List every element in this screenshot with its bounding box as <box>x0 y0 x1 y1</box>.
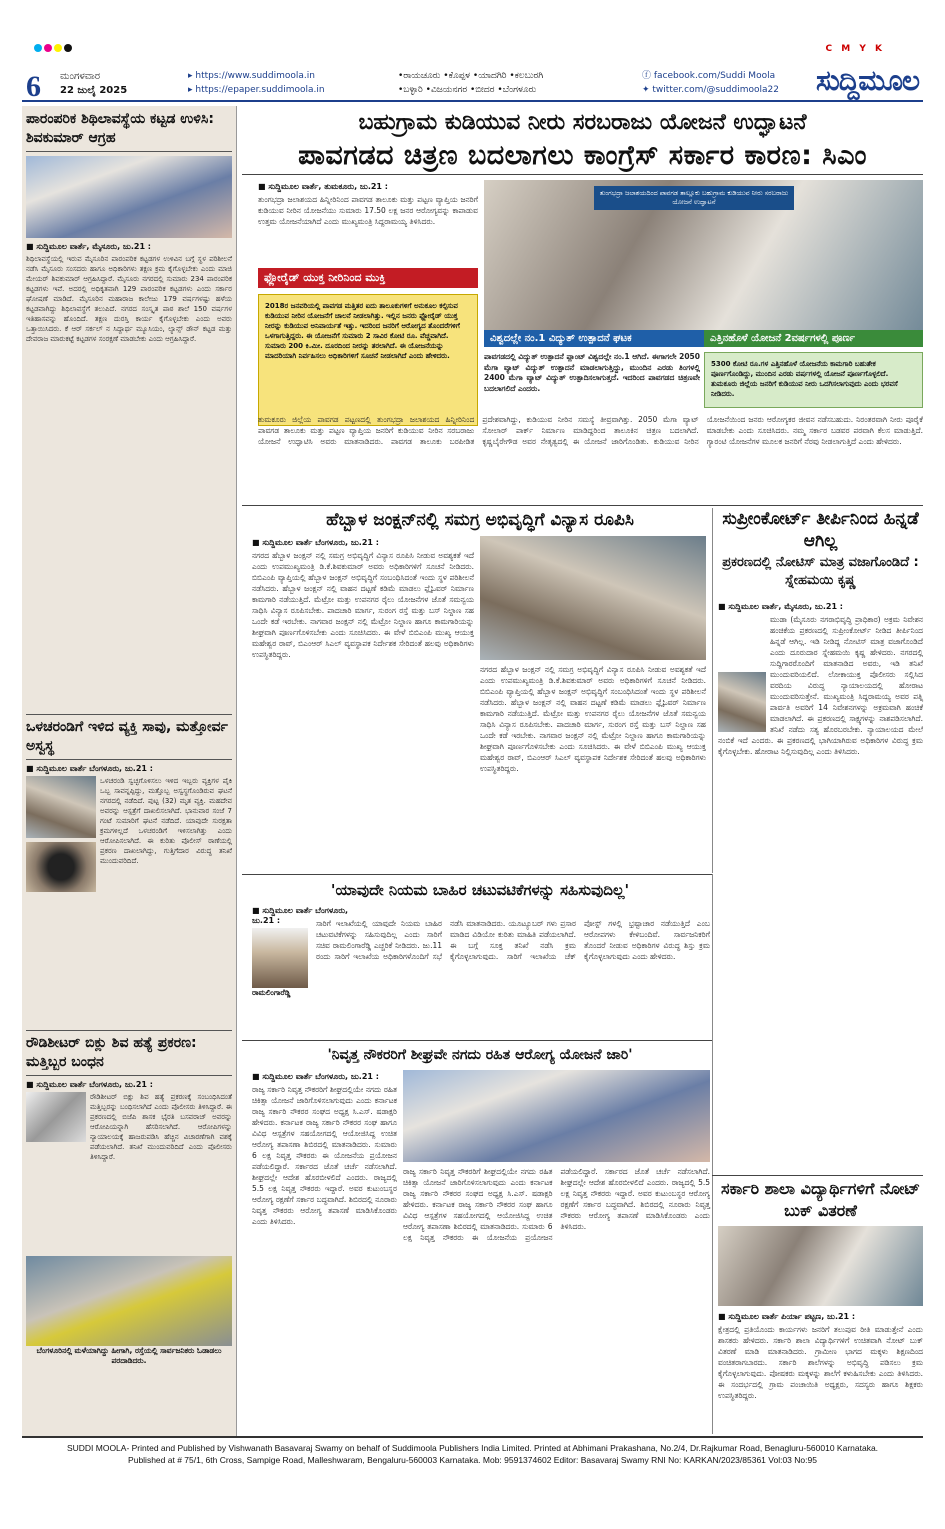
divider <box>242 1040 712 1041</box>
cmyk-marker: C M Y K <box>825 44 885 54</box>
masthead <box>22 66 923 102</box>
victim-photo <box>26 776 96 838</box>
hebbal-col-2 <box>480 664 706 871</box>
fluoride-label: ಫ್ಲೋರೈಡ್ ಯುಕ್ತ ನೀರಿನಿಂದ ಮುಕ್ತಿ <box>258 268 478 288</box>
brand-logo: ಸುದ್ದಿಮೂಲ <box>815 64 919 97</box>
supreme-subhead: ಪ್ರಕರಣದಲ್ಲಿ ನೋಟಿಸ್ ಮಾತ್ರ ವಜಾಗೊಂಡಿದೆ : ಸ್ನೇಹಮಯಿ ಕೃಷ್ಣ <box>722 555 919 588</box>
imprint-line-1: SUDDI MOOLA- Printed and Published by Vishwanath Basavaraj Swamy on behalf of Suddimoola Publishers India Limited. Printed at Abhimani Prakashana, No.2/4, Dr.Rajkumar Road, Benagluru-560010 Karnataka. <box>66 1443 879 1453</box>
hebbal-headline-wrap <box>250 508 710 532</box>
divider <box>242 874 712 875</box>
school-byline: ■ ಸುದ್ದಿಮೂಲ ವಾರ್ತೆ ಪಿರ್ಯಾ ಪಟ್ಟಣ, ಜು.21 : <box>718 1312 856 1321</box>
health-body-cont: ರಾಜ್ಯ ಸರ್ಕಾರಿ ನಿವೃತ್ತ ನೌಕರರಿಗೆ ಶೀಘ್ರದಲ್ಲಿಯೇ ನಗದು ರಹಿತ ಚಿಕಿತ್ಸಾ ಯೋಜನೆ ಜಾರಿಗೊಳಿಸಲಾಗುವುದು ಎಂದು ಕರ್ನಾಟಕ ರಾಜ್ಯ ಸರ್ಕಾರಿ ನೌಕರರ ಸಂಘದ ಅಧ್ಯಕ್ಷ ಸಿ.ಎಸ್. ಷಡಾಕ್ಷರಿ ಹೇಳಿದರು. ಕರ್ನಾಟಕ ರಾಜ್ಯ ಸರ್ಕಾರಿ ನೌಕರರ ಸಂಘ ಹಾಗೂ ವಿವಿಧ ಆಸ್ಪತ್ರೆಗಳ ಸಹಯೋಗದಲ್ಲಿ ಆಯೋಜಿಸಿದ್ದ ಉಚಿತ ಆರೋಗ್ಯ ತಪಾಸಣಾ ಶಿಬಿರದಲ್ಲಿ ಮಾತನಾಡಿದರು. ಸುಮಾರು 6 ಲಕ್ಷ ನಿವೃತ್ತ ನೌಕರರು ಈ ಯೋಜನೆಯ ಪ್ರಯೋಜನ ಪಡೆಯಲಿದ್ದಾರೆ. ಸರ್ಕಾರದ ಜೊತೆ ಚರ್ಚೆ ನಡೆಸಲಾಗಿದೆ. ಶೀಘ್ರದಲ್ಲೇ ಆದೇಶ ಹೊರಬೀಳಲಿದೆ ಎಂದರು. ರಾಜ್ಯದಲ್ಲಿ 5.5 ಲಕ್ಷ ನಿವೃತ್ತ ನೌಕರರು ಇದ್ದಾರೆ. ಅವರ ಕುಟುಂಬಸ್ಥರ ಆರೋಗ್ಯ ರಕ್ಷಣೆಗೆ ಸರ್ಕಾರ ಬದ್ಧವಾಗಿದೆ. ಶಿಬಿರದಲ್ಲಿ ನೂರಾರು ನಿವೃತ್ತ ನೌಕರರು ಆರೋಗ್ಯ ತಪಾಸಣೆ ಮಾಡಿಸಿಕೊಂಡರು ಎಂದು ತಿಳಿಸಿದರು. <box>403 1167 710 1242</box>
lead-byline: ■ ಸುದ್ದಿಮೂಲ ವಾರ್ತೆ, ತುಮಕೂರು, ಜು.21 : <box>258 182 388 191</box>
rules-body: ಸಾರಿಗೆ ಇಲಾಖೆಯಲ್ಲಿ ಯಾವುದೇ ನಿಯಮ ಬಾಹಿರ ಚಟುವಟಿಕೆಗಳನ್ನು ಸಹಿಸುವುದಿಲ್ಲ ಎಂದು ಸಾರಿಗೆ ಸಚಿವ ರಾಮಲಿಂಗಾರೆಡ್ಡಿ ಎಚ್ಚರಿಕೆ ನೀಡಿದರು. ಜು.11 ರಂದು ಸಾರಿಗೆ ಇಲಾಖೆಯ ಅಧಿಕಾರಿಗಳೊಂದಿಗೆ ಸಭೆ ನಡೆಸಿ ಮಾತನಾಡಿದರು. ಯೂಟ್ಯೂಬರ್ ಗಳು ಪ್ರಸಾರ ಮಾಡಿದ ವಿಡಿಯೋ ಕುರಿತು ಮಾಹಿತಿ ಪಡೆಯಲಾಗಿದೆ. ಈ ಬಗ್ಗೆ ಸೂಕ್ತ ತನಿಖೆ ನಡೆಸಿ ಕ್ರಮ ಕೈಗೊಳ್ಳಲಾಗುವುದು. ಸಾರಿಗೆ ಇಲಾಖೆಯ ಚೆಕ್ ಪೋಸ್ಟ್ ಗಳಲ್ಲಿ ಭ್ರಷ್ಟಾಚಾರ ನಡೆಯುತ್ತಿದೆ ಎಂಬ ಆರೋಪಗಳು ಕೇಳಿಬಂದಿವೆ. ಸಾರ್ವಜನಿಕರಿಗೆ ತೊಂದರೆ ನೀಡುವ ಅಧಿಕಾರಿಗಳ ವಿರುದ್ಧ ಶಿಸ್ತು ಕ್ರಮ ಕೈಗೊಳ್ಳಲಾಗುವುದು ಎಂದು ಹೇಳಿದರು. <box>316 919 710 961</box>
hebbal-body: ನಗರದ ಹೆಬ್ಬಾಳ ಜಂಕ್ಷನ್ ನಲ್ಲಿ ಸಮಗ್ರ ಅಭಿವೃದ್ಧಿಗೆ ವಿನ್ಯಾಸ ರೂಪಿಸಿ ನೀಡುವ ಅವಶ್ಯಕತೆ ಇದೆ ಎಂದು ಉಪಮುಖ್ಯಮಂತ್ರಿ ಡಿ.ಕೆ.ಶಿವಕುಮಾರ್ ಅವರು ಅಧಿಕಾರಿಗಳಿಗೆ ಸೂಚನೆ ನೀಡಿದರು. ಬಿಬಿಎಂಪಿ ವ್ಯಾಪ್ತಿಯಲ್ಲಿ ಹೆಬ್ಬಾಳ ಜಂಕ್ಷನ್ ಅಭಿವೃದ್ಧಿಗೆ ಸಂಬಂಧಿಸಿದಂತೆ ಇಂದು ಸ್ಥಳ ಪರಿಶೀಲನೆ ನಡೆಸಿದರು. ಹೆಬ್ಬಾಳ ಜಂಕ್ಷನ್ ನಲ್ಲಿ ವಾಹನ ದಟ್ಟಣೆ ಕಡಿಮೆ ಮಾಡಲು ಫ್ಲೈಓವರ್ ನಿರ್ಮಾಣ ಕಾಮಗಾರಿ ನಡೆಯುತ್ತಿದೆ. ಮೆಟ್ರೋ ಮತ್ತು ಉಪನಗರ ರೈಲು ಯೋಜನೆಗಳ ಜೊತೆ ಸಮನ್ವಯ ಸಾಧಿಸಿ ವಿನ್ಯಾಸ ರೂಪಿಸಬೇಕು. ಪಾದಚಾರಿ ಮಾರ್ಗ, ಸುರಂಗ ರಸ್ತೆ ಮತ್ತು ಬಸ್ ನಿಲ್ದಾಣ ಸಹ ಒಂದೇ ಕಡೆ ಇರಬೇಕು. ನಾಗವಾರ ಜಂಕ್ಷನ್ ನಲ್ಲಿ ಮೆಟ್ರೋ ನಿಲ್ದಾಣ ಹಾಗೂ ಕಾಮಗಾರಿಯನ್ನು ಶೀಘ್ರವಾಗಿ ಪೂರ್ಣಗೊಳಿಸಬೇಕು ಎಂದು ಸೂಚಿಸಿದರು. ಈ ವೇಳೆ ಬಿಬಿಎಂಪಿ ಮುಖ್ಯ ಆಯುಕ್ತ ಮಹೇಶ್ವರ ರಾವ್, ಬಿಎಂಆರ್ ಸಿಎಲ್ ವ್ಯವಸ್ಥಾಪಕ ನಿರ್ದೇಶಕ ಸೇರಿದಂತೆ ಹಲವು ಅಧಿಕಾರಿಗಳು ಉಪಸ್ಥಿತರಿದ್ದರು. <box>252 551 474 659</box>
date-label: 22 ಜುಲೈ 2025 <box>60 85 128 96</box>
supreme-head-wrap <box>718 508 923 590</box>
lead-intro: ತುಂಗಭದ್ರಾ ಜಲಾಶಯದ ಹಿನ್ನೀರಿನಿಂದ ಪಾವಗಡ ತಾಲೂಕು ಮತ್ತು ಪಟ್ಟಣ ವ್ಯಾಪ್ತಿಯ ಜನರಿಗೆ ಕುಡಿಯುವ ನೀರಿನ ಯೋಜನೆಯು ಸುಮಾರು 17.50 ಲಕ್ಷ ಜನರ ಆರೋಗ್ಯವನ್ನು ಕಾಪಾಡುವ ಉತ್ತಮ ಯೋಜನೆಯಾಗಿದೆ ಎಂದು ಮುಖ್ಯಮಂತ್ರಿ ಸಿದ್ದರಾಮಯ್ಯ ತಿಳಿಸಿದರು. <box>258 195 478 226</box>
lead-green-caption-wrap <box>704 330 923 347</box>
divider <box>242 505 923 506</box>
photo-banner: ತುಂಗಭದ್ರಾ ಜಲಾಶಯದಿಂದ ಪಾವಗಡ ತಾಲ್ಲೂಕು ಬಹುಗ್ರಾಮ ಕುಡಿಯುವ ನೀರು ಸರಬರಾಜು ಯೋಜನೆ ಉದ್ಘಾಟನೆ <box>594 186 794 210</box>
school-body-wrap <box>718 1310 923 1434</box>
link-icon: ▸ <box>188 71 196 81</box>
rules-headline-wrap <box>250 878 710 902</box>
rules-body-wrap <box>316 918 710 1038</box>
story-byline: ■ ಸುದ್ದಿಮೂಲ ವಾರ್ತೆ ಬೆಂಗಳೂರು, ಜು.21 : <box>26 1080 153 1089</box>
rain-photo <box>26 1256 232 1346</box>
ettinahole-caption: ಎತ್ತಿನಹೊಳೆ ಯೋಜನೆ 2ವರ್ಷಗಳಲ್ಲಿ ಪೂರ್ಣ <box>704 330 923 347</box>
twitter-icon: ✦ <box>642 85 653 95</box>
school-headline: ಸರ್ಕಾರಿ ಶಾಲಾ ವಿದ್ಯಾರ್ಥಿಗಳಿಗೆ ನೋಟ್ ಬುಕ್ ವಿತರಣೆ <box>720 1179 921 1220</box>
health-headline-wrap <box>250 1043 710 1067</box>
website-link[interactable]: https://www.suddimoola.in <box>195 71 315 81</box>
lead-photo <box>484 180 923 345</box>
column-divider <box>712 874 713 1434</box>
url-block <box>188 69 325 97</box>
school-body: ಕ್ಷೇತ್ರದಲ್ಲಿ ಪ್ರತಿಯೊಂದು ಕಾರ್ಯಗಳು ಜನರಿಗೆ ತಲುಪುವ ರೀತಿ ಮಾಡುತ್ತೇನೆ ಎಂದು ಶಾಸಕರು ಹೇಳಿದರು. ಸರ್ಕಾರಿ ಶಾಲಾ ವಿದ್ಯಾರ್ಥಿಗಳಿಗೆ ಉಚಿತವಾಗಿ ನೋಟ್ ಬುಕ್ ವಿತರಣೆ ಮಾಡಿ ಮಾತನಾಡಿದರು. ಗ್ರಾಮೀಣ ಭಾಗದ ಮಕ್ಕಳು ಶಿಕ್ಷಣದಿಂದ ವಂಚಿತರಾಗಬಾರದು. ಸರ್ಕಾರಿ ಶಾಲೆಗಳನ್ನು ಅಭಿವೃದ್ಧಿ ಪಡಿಸಲು ಕ್ರಮ ಕೈಗೊಳ್ಳಲಾಗುವುದು. ಪೋಷಕರು ಮಕ್ಕಳನ್ನು ಶಾಲೆಗೆ ಕಳುಹಿಸಬೇಕು ಎಂದು ತಿಳಿಸಿದರು. ಈ ಸಂದರ್ಭದಲ್ಲಿ ಗ್ರಾಮ ಪಂಚಾಯಿತಿ ಅಧ್ಯಕ್ಷರು, ಸದಸ್ಯರು ಹಾಗೂ ಶಿಕ್ಷಕರು ಉಪಸ್ಥಿತರಿದ್ದರು. <box>718 1325 923 1400</box>
column-divider <box>712 508 713 873</box>
lead-blue-caption-wrap <box>484 330 704 347</box>
solar-box <box>484 352 700 410</box>
divider <box>242 174 923 175</box>
solar-body: ಪಾವಗಡದಲ್ಲಿ ವಿದ್ಯುತ್ ಉತ್ಪಾದನೆ ಪ್ಲಾಂಟ್ ವಿಶ್ವದಲ್ಲೇ ನಂ.1 ಆಗಿದೆ. ಈಗಾಗಲೇ 2050 ಮೆಗಾ ವ್ಯಾಟ್ ವಿದ್ಯುತ್ ಉತ್ಪಾದನೆ ಮಾಡಲಾಗುತ್ತಿದ್ದು, ಮುಂದಿನ ಎರಡು ತಿಂಗಳಲ್ಲಿ 2400 ಮೆಗಾ ವ್ಯಾಟ್ ವಿದ್ಯುತ್ ಉತ್ಪಾದಿಸಲಾಗುತ್ತದೆ. ಇದರಿಂದ ಪಾವಗಡದ ಚಿತ್ರಣವೇ ಬದಲಾಗಲಿದೆ ಎಂದರು. <box>484 352 700 393</box>
imprint-line-2: Published at # 75/1, 6th Cross, Sampige Road, Malleshwaram, Bengaluru-560003 Karnataka. Mob: 9591374602 Editor: Basavaraj Swamy RNI No: KARKAN/2023/85361 Vol:03 No:95 <box>128 1455 817 1465</box>
epaper-link[interactable]: https://epaper.suddimoola.in <box>195 85 325 95</box>
lead-intro-block <box>258 180 478 380</box>
photo-caption: ಬೆಂಗಳೂರಿನಲ್ಲಿ ಮಳೆಯಾಗಿದ್ದು ಹೀಗಾಗಿ, ರಸ್ತೆಯಲ್ಲಿ ಸಾರ್ವಜನಿಕರು ಓಡಾಡಲು ಪರದಾಡಿದರು. <box>36 1346 222 1365</box>
hebbal-headline: ಹೆಬ್ಬಾಳ ಜಂಕ್ಷನ್‌ನಲ್ಲಿ ಸಮಗ್ರ ಅಭಿವೃದ್ಧಿಗೆ ವಿನ್ಯಾಸ ರೂಪಿಸಿ <box>326 510 634 530</box>
rules-headline: 'ಯಾವುದೇ ನಿಯಮ ಬಾಹಿರ ಚಟುವಟಿಕೆಗಳನ್ನು ಸಹಿಸುವುದಿಲ್ಲ' <box>330 881 630 899</box>
hebbal-byline: ■ ಸುದ್ದಿಮೂಲ ವಾರ್ತೆ ಬೆಂಗಳೂರು, ಜು.21 : <box>252 538 379 547</box>
story-byline: ■ ಸುದ್ದಿಮೂಲ ವಾರ್ತೆ, ಮೈಸೂರು, ಜು.21 : <box>26 242 151 251</box>
hebbal-col-1 <box>252 536 474 871</box>
story-headline: ಪಾರಂಪರಿಕ ಶಿಥಿಲಾವಸ್ಥೆಯ ಕಟ್ಟಡ ಉಳಿಸಿ: ಶಿವಕುಮಾರ್ ಆಗ್ರಹ <box>26 110 232 152</box>
lead-kicker: ಬಹುಗ್ರಾಮ ಕುಡಿಯುವ ನೀರು ಸರಬರಾಜು ಯೋಜನೆ ಉದ್ಘಾಟನೆ <box>358 110 807 135</box>
story-byline: ■ ಸುದ್ದಿಮೂಲ ವಾರ್ತೆ ಬೆಂಗಳೂರು, ಜು.21 : <box>26 764 153 773</box>
supreme-byline: ■ ಸುದ್ದಿಮೂಲ ವಾರ್ತೆ, ಮೈಸೂರು, ಜು.21 : <box>718 602 843 611</box>
editions-line-2: •ಬಳ್ಳಾರಿ •ವಿಜಯನಗರ •ಬೀದರ •ಬೆಂಗಳೂರು <box>398 85 537 95</box>
health-headline: 'ನಿವೃತ್ತ ನೌಕರರಿಗೆ ಶೀಘ್ರವೇ ನಗದು ರಹಿತ ಆರೋಗ್ಯ ಯೋಜನೆ ಜಾರಿ' <box>327 1047 633 1063</box>
health-col-1 <box>252 1070 397 1432</box>
manhole-photo <box>26 842 96 892</box>
rules-byline: ■ ಸುದ್ದಿಮೂಲ ವಾರ್ತೆ ಬೆಂಗಳೂರು, ಜು.21 : <box>252 906 349 925</box>
snehamayi-photo <box>718 672 766 732</box>
minister-caption: ರಾಮಲಿಂಗಾರೆಡ್ಡಿ <box>252 988 291 997</box>
left-column <box>22 106 237 1436</box>
lead-headline: ಪಾವಗಡದ ಚಿತ್ರಣ ಬದಲಾಗಲು ಕಾಂಗ್ರೆಸ್ ಸರ್ಕಾರ ಕಾರಣ: ಸಿಎಂ <box>298 140 867 171</box>
supreme-body-wrap <box>718 600 923 1170</box>
story-headline: ರೌಡಿಶೀಟರ್ ಬಿಕ್ಲು ಶಿವ ಹತ್ಯೆ ಪ್ರಕರಣ: ಮತ್ತಿಬ್ಬರ ಬಂಧನ <box>26 1030 232 1076</box>
lead-body-text: ತುಮಕೂರು ಜಿಲ್ಲೆಯ ಪಾವಗಡ ಪಟ್ಟಣದಲ್ಲಿ ತುಂಗಭದ್ರಾ ಜಲಾಶಯದ ಹಿನ್ನೀರಿನಿಂದ ಪಾವಗಡ ತಾಲೂಕು ಮತ್ತು ಪಟ್ಟಣ ವ್ಯಾಪ್ತಿಯ ಜನರಿಗೆ ಕುಡಿಯುವ ನೀರಿನ ಸರಬರಾಜು ಯೋಜನೆ ಉದ್ಘಾಟಿಸಿ ಅವರು ಮಾತನಾಡಿದರು. ಪಾವಗಡ ತಾಲೂಕು ಬರಪೀಡಿತ ಪ್ರದೇಶವಾಗಿದ್ದು, ಕುಡಿಯುವ ನೀರಿನ ಸಮಸ್ಯೆ ತೀವ್ರವಾಗಿತ್ತು. 2050 ಮೆಗಾ ವ್ಯಾಟ್ ಸೋಲಾರ್ ಪಾರ್ಕ್ ನಿರ್ಮಾಣ ಮಾಡಿದ್ದರಿಂದ ತಾಲೂಕಿನ ಚಿತ್ರಣ ಬದಲಾಗಿದೆ. ಕೃಷ್ಣಬೈರೇಗೌಡ ಅವರ ನೇತೃತ್ವದಲ್ಲಿ ಈ ಯೋಜನೆ ಜಾರಿಗೊಂಡಿತು. ಕುಡಿಯುವ ನೀರಿನ ಯೋಜನೆಯಿಂದ ಜನರು ಆರೋಗ್ಯಕರ ಜೀವನ ನಡೆಸಬಹುದು. ನಿರಂತರವಾಗಿ ನೀರು ಪೂರೈಕೆ ಮಾಡಬೇಕು ಎಂದು ಸೂಚಿಸಿದರು. ನಮ್ಮ ಸರ್ಕಾರ ಬಡವರ ಪರವಾಗಿ ಕೆಲಸ ಮಾಡುತ್ತಿದೆ. ಗ್ಯಾರಂಟಿ ಯೋಜನೆಗಳ ಮೂಲಕ ಜನರಿಗೆ ನೆರವು ನೀಡಲಾಗುತ್ತಿದೆ ಎಂದು ಹೇಳಿದರು. <box>258 415 923 446</box>
imprint-footer <box>22 1436 923 1466</box>
school-photo <box>718 1226 923 1306</box>
editions-block <box>398 69 543 97</box>
story-body: ಒಳಚರಂಡಿ ಸ್ವಚ್ಛಗೊಳಿಸಲು ಇಳಿದ ಇಬ್ಬರು ವ್ಯಕ್ತಿಗಳ ಪೈಕಿ ಒಬ್ಬ ಸಾವನ್ನಪ್ಪಿದ್ದು, ಮತ್ತೊಬ್ಬ ಅಸ್ವಸ್ಥಗೊಂಡಿರುವ ಘಟನೆ ನಗರದಲ್ಲಿ ನಡೆದಿದೆ. ಪುಟ್ಟ (32) ಮೃತ ವ್ಯಕ್ತಿ. ಮಹದೇವ ಅವರನ್ನು ಆಸ್ಪತ್ರೆಗೆ ದಾಖಲಿಸಲಾಗಿದೆ. ಭಾನುವಾರ ಸಂಜೆ 7 ಗಂಟೆ ಸುಮಾರಿಗೆ ಘಟನೆ ನಡೆದಿದೆ. ಯಾವುದೇ ಸುರಕ್ಷತಾ ಕ್ರಮಗಳಿಲ್ಲದೆ ಒಳಚರಂಡಿಗೆ ಇಳಿಸಲಾಗಿತ್ತು ಎಂದು ಆರೋಪಿಸಲಾಗಿದೆ. ಈ ಕುರಿತು ಪೊಲೀಸ್ ಠಾಣೆಯಲ್ಲಿ ಪ್ರಕರಣ ದಾಖಲಾಗಿದ್ದು, ಗುತ್ತಿಗೆದಾರ ವಿರುದ್ಧ ತನಿಖೆ ಮುಂದುವರಿದಿದೆ. <box>100 777 232 865</box>
health-body: ರಾಜ್ಯ ಸರ್ಕಾರಿ ನಿವೃತ್ತ ನೌಕರರಿಗೆ ಶೀಘ್ರದಲ್ಲಿಯೇ ನಗದು ರಹಿತ ಚಿಕಿತ್ಸಾ ಯೋಜನೆ ಜಾರಿಗೊಳಿಸಲಾಗುವುದು ಎಂದು ಕರ್ನಾಟಕ ರಾಜ್ಯ ಸರ್ಕಾರಿ ನೌಕರರ ಸಂಘದ ಅಧ್ಯಕ್ಷ ಸಿ.ಎಸ್. ಷಡಾಕ್ಷರಿ ಹೇಳಿದರು. ಕರ್ನಾಟಕ ರಾಜ್ಯ ಸರ್ಕಾರಿ ನೌಕರರ ಸಂಘ ಹಾಗೂ ವಿವಿಧ ಆಸ್ಪತ್ರೆಗಳ ಸಹಯೋಗದಲ್ಲಿ ಆಯೋಜಿಸಿದ್ದ ಉಚಿತ ಆರೋಗ್ಯ ತಪಾಸಣಾ ಶಿಬಿರದಲ್ಲಿ ಮಾತನಾಡಿದರು. ಸುಮಾರು 6 ಲಕ್ಷ ನಿವೃತ್ತ ನೌಕರರು ಈ ಯೋಜನೆಯ ಪ್ರಯೋಜನ ಪಡೆಯಲಿದ್ದಾರೆ. ಸರ್ಕಾರದ ಜೊತೆ ಚರ್ಚೆ ನಡೆಸಲಾಗಿದೆ. ಶೀಘ್ರದಲ್ಲೇ ಆದೇಶ ಹೊರಬೀಳಲಿದೆ ಎಂದರು. ರಾಜ್ಯದಲ್ಲಿ 5.5 ಲಕ್ಷ ನಿವೃತ್ತ ನೌಕರರು ಇದ್ದಾರೆ. ಅವರ ಕುಟುಂಬಸ್ಥರ ಆರೋಗ್ಯ ರಕ್ಷಣೆಗೆ ಸರ್ಕಾರ ಬದ್ಧವಾಗಿದೆ. ಶಿಬಿರದಲ್ಲಿ ನೂರಾರು ನಿವೃತ್ತ ನೌಕರರು ಆರೋಗ್ಯ ತಪಾಸಣೆ ಮಾಡಿಸಿಕೊಂಡರು ಎಂದು ತಿಳಿಸಿದರು. <box>252 1085 397 1226</box>
facebook-icon: ⓕ <box>642 71 654 81</box>
ettinahole-box <box>704 352 923 410</box>
hebbal-photo <box>480 536 706 660</box>
lead-body <box>258 414 923 502</box>
divider <box>712 1175 923 1176</box>
social-block <box>642 69 779 97</box>
registration-dots <box>34 44 74 55</box>
lead-headline-block <box>242 108 923 174</box>
health-body-cont-wrap <box>403 1166 710 1432</box>
ettinahole-body: 5300 ಕೋಟಿ ರೂ.ಗಳ ಎತ್ತಿನಹೊಳೆ ಯೋಜನೆಯ ಕಾಮಗಾರಿ ಬಹುತೇಕ ಪೂರ್ಣಗೊಂಡಿದ್ದು, ಮುಂದಿನ ಎರಡು ವರ್ಷಗಳಲ್ಲಿ ಯೋಜನೆ ಪೂರ್ಣಗೊಳ್ಳಲಿದೆ. ತುಮಕೂರು ಜಿಲ್ಲೆಯ ಜನರಿಗೆ ಕುಡಿಯುವ ನೀರು ಒದಗಿಸಲಾಗುವುದು ಎಂದು ಭರವಸೆ ನೀಡಿದರು. <box>704 352 923 408</box>
health-photo <box>403 1070 710 1162</box>
minister-photo <box>252 928 308 988</box>
story-photo <box>26 156 232 238</box>
solar-caption: ವಿಶ್ವದಲ್ಲೇ ನಂ.1 ವಿದ್ಯುತ್ ಉತ್ಪಾದನೆ ಘಟಕ <box>484 330 704 347</box>
link-icon: ▸ <box>188 85 196 95</box>
story-headline: ಒಳಚರಂಡಿಗೆ ಇಳಿದ ವ್ಯಕ್ತಿ ಸಾವು, ಮತ್ತೋರ್ವ ಅಸ್ವಸ್ಥ <box>26 714 232 760</box>
handcuffs-photo <box>26 1092 86 1142</box>
day-label: ಮಂಗಳವಾರ <box>60 71 101 82</box>
school-headline-wrap <box>718 1178 923 1222</box>
twitter-link[interactable]: twitter.com/@suddimoola22 <box>652 85 779 95</box>
page-number: 6 <box>26 70 41 103</box>
supreme-body: ಮುಡಾ (ಮೈಸೂರು ನಗರಾಭಿವೃದ್ಧಿ ಪ್ರಾಧಿಕಾರ) ಅಕ್ರಮ ನಿವೇಶನ ಹಂಚಿಕೆಯ ಪ್ರಕರಣದಲ್ಲಿ ಸುಪ್ರೀಂಕೋರ್ಟ್ ನೀಡಿದ ತೀರ್ಪಿನಿಂದ ಹಿನ್ನಡೆ ಆಗಿಲ್ಲ. ಇಡಿ ನೀಡಿದ್ದ ನೋಟಿಸ್ ಮಾತ್ರ ವಜಾಗೊಂಡಿದೆ ಎಂದು ದೂರುದಾರ ಸ್ನೇಹಮಯಿ ಕೃಷ್ಣ ಹೇಳಿದರು. ನಗರದಲ್ಲಿ ಸುದ್ದಿಗಾರರೊಂದಿಗೆ ಮಾತನಾಡಿದ ಅವರು, ಇಡಿ ತನಿಖೆ ಮುಂದುವರಿಯಲಿದೆ. ಲೋಕಾಯುಕ್ತ ಪೊಲೀಸರು ಸಲ್ಲಿಸಿದ ವರದಿಯ ವಿರುದ್ಧ ನ್ಯಾಯಾಲಯದಲ್ಲಿ ಹೋರಾಟ ಮುಂದುವರಿಸುತ್ತೇನೆ. ಮುಖ್ಯಮಂತ್ರಿ ಸಿದ್ದರಾಮಯ್ಯ ಅವರ ಪತ್ನಿ ಪಾರ್ವತಿ ಅವರಿಗೆ 14 ನಿವೇಶನಗಳನ್ನು ಅಕ್ರಮವಾಗಿ ಹಂಚಿಕೆ ಮಾಡಲಾಗಿದೆ. ಈ ಪ್ರಕರಣದಲ್ಲಿ ಸಾಕ್ಷ್ಯಗಳನ್ನು ನಾಶಪಡಿಸಲಾಗಿದೆ. ತನಿಖೆ ನಡೆದು ಸತ್ಯ ಹೊರಬರಬೇಕು. ನ್ಯಾಯಾಲಯದ ಮೇಲೆ ನಂಬಿಕೆ ಇದೆ ಎಂದರು. ಈ ಪ್ರಕರಣದಲ್ಲಿ ಭಾಗಿಯಾಗಿರುವ ಅಧಿಕಾರಿಗಳ ವಿರುದ್ಧ ಕ್ರಮ ಕೈಗೊಳ್ಳಬೇಕು. ಹೋರಾಟ ನಿಲ್ಲಿಸುವುದಿಲ್ಲ ಎಂದು ತಿಳಿಸಿದರು. <box>718 615 923 756</box>
date-block <box>60 70 127 98</box>
fluoride-box: 2018ರ ಜನವರಿಯಲ್ಲಿ ಪಾವಗಡ ಮತ್ತಿತರ ಐದು ತಾಲೂಕುಗಳಿಗೆ ಅನುಕೂಲ ಕಲ್ಪಿಸುವ ಕುಡಿಯುವ ನೀರಿನ ಯೋಜನೆಗೆ ಚಾಲನೆ ನೀಡಲಾಗಿತ್ತು. ಇಲ್ಲಿನ ಜನರು ಫ್ಲೋರೈಡ್ ಯುಕ್ತ ನೀರನ್ನು ಕುಡಿಯುವ ಅನಿವಾರ್ಯತೆ ಇತ್ತು. ಇದರಿಂದ ಜನರಿಗೆ ಆರೋಗ್ಯದ ತೊಂದರೆಗಳಿಗೆ ಒಳಗಾಗುತ್ತಿದ್ದರು. ಈ ಯೋಜನೆಗೆ ಸುಮಾರು 2 ಸಾವಿರ ಕೋಟಿ ರೂ. ವೆಚ್ಚವಾಗಿದೆ. ಸುಮಾರು 200 ಕಿ.ಮೀ. ದೂರದಿಂದ ನೀರನ್ನು ತರಲಾಗಿದೆ. ಈ ಯೋಜನೆಯನ್ನು ಮಾದರಿಯಾಗಿ ನಿರ್ವಹಿಸಲು ಅಧಿಕಾರಿಗಳಿಗೆ ಸೂಚನೆ ನೀಡಲಾಗಿದೆ ಎಂದು ಹೇಳಿದರು. <box>258 294 478 426</box>
story-body: ರೌಡಿಶೀಟರ್ ಬಿಕ್ಲು ಶಿವ ಹತ್ಯೆ ಪ್ರಕರಣಕ್ಕೆ ಸಂಬಂಧಿಸಿದಂತೆ ಮತ್ತಿಬ್ಬರನ್ನು ಬಂಧಿಸಲಾಗಿದೆ ಎಂದು ಪೊಲೀಸರು ತಿಳಿಸಿದ್ದಾರೆ. ಈ ಪ್ರಕರಣದಲ್ಲಿ ಬಿಜೆಪಿ ಶಾಸಕ ಭೈರತಿ ಬಸವರಾಜ್ ಅವರನ್ನು ಆರೋಪಿಯನ್ನಾಗಿ ಹೆಸರಿಸಲಾಗಿದೆ. ಆರೋಪಿಗಳನ್ನು ನ್ಯಾಯಾಲಯಕ್ಕೆ ಹಾಜರುಪಡಿಸಿ ಹೆಚ್ಚಿನ ವಿಚಾರಣೆಗಾಗಿ ವಶಕ್ಕೆ ಪಡೆಯಲಾಗಿದೆ. ತನಿಖೆ ಮುಂದುವರಿದಿದೆ ಎಂದು ಪೊಲೀಸರು ತಿಳಿಸಿದ್ದಾರೆ. <box>90 1093 232 1161</box>
editions-line-1: •ರಾಯಚೂರು •ಕೊಪ್ಪಳ •ಯಾದಗಿರಿ •ಕಲಬುರಗಿ <box>398 71 544 81</box>
hebbal-body-cont: ನಗರದ ಹೆಬ್ಬಾಳ ಜಂಕ್ಷನ್ ನಲ್ಲಿ ಸಮಗ್ರ ಅಭಿವೃದ್ಧಿಗೆ ವಿನ್ಯಾಸ ರೂಪಿಸಿ ನೀಡುವ ಅವಶ್ಯಕತೆ ಇದೆ ಎಂದು ಉಪಮುಖ್ಯಮಂತ್ರಿ ಡಿ.ಕೆ.ಶಿವಕುಮಾರ್ ಅವರು ಅಧಿಕಾರಿಗಳಿಗೆ ಸೂಚನೆ ನೀಡಿದರು. ಬಿಬಿಎಂಪಿ ವ್ಯಾಪ್ತಿಯಲ್ಲಿ ಹೆಬ್ಬಾಳ ಜಂಕ್ಷನ್ ಅಭಿವೃದ್ಧಿಗೆ ಸಂಬಂಧಿಸಿದಂತೆ ಇಂದು ಸ್ಥಳ ಪರಿಶೀಲನೆ ನಡೆಸಿದರು. ಹೆಬ್ಬಾಳ ಜಂಕ್ಷನ್ ನಲ್ಲಿ ವಾಹನ ದಟ್ಟಣೆ ಕಡಿಮೆ ಮಾಡಲು ಫ್ಲೈಓವರ್ ನಿರ್ಮಾಣ ಕಾಮಗಾರಿ ನಡೆಯುತ್ತಿದೆ. ಮೆಟ್ರೋ ಮತ್ತು ಉಪನಗರ ರೈಲು ಯೋಜನೆಗಳ ಜೊತೆ ಸಮನ್ವಯ ಸಾಧಿಸಿ ವಿನ್ಯಾಸ ರೂಪಿಸಬೇಕು. ಪಾದಚಾರಿ ಮಾರ್ಗ, ಸುರಂಗ ರಸ್ತೆ ಮತ್ತು ಬಸ್ ನಿಲ್ದಾಣ ಸಹ ಒಂದೇ ಕಡೆ ಇರಬೇಕು. ನಾಗವಾರ ಜಂಕ್ಷನ್ ನಲ್ಲಿ ಮೆಟ್ರೋ ನಿಲ್ದಾಣ ಹಾಗೂ ಕಾಮಗಾರಿಯನ್ನು ಶೀಘ್ರವಾಗಿ ಪೂರ್ಣಗೊಳಿಸಬೇಕು ಎಂದು ಸೂಚಿಸಿದರು. ಈ ವೇಳೆ ಬಿಬಿಎಂಪಿ ಮುಖ್ಯ ಆಯುಕ್ತ ಮಹೇಶ್ವರ ರಾವ್, ಬಿಎಂಆರ್ ಸಿಎಲ್ ವ್ಯವಸ್ಥಾಪಕ ನಿರ್ದೇಶಕ ಸೇರಿದಂತೆ ಹಲವು ಅಧಿಕಾರಿಗಳು ಉಪಸ್ಥಿತರಿದ್ದರು. <box>480 665 706 773</box>
facebook-link[interactable]: facebook.com/Suddi Moola <box>653 71 776 81</box>
health-byline: ■ ಸುದ್ದಿಮೂಲ ವಾರ್ತೆ ಬೆಂಗಳೂರು, ಜು.21 : <box>252 1072 379 1081</box>
supreme-headline: ಸುಪ್ರೀಂಕೋರ್ಟ್ ತೀರ್ಪಿನಿಂದ ಹಿನ್ನಡೆ ಆಗಿಲ್ಲ <box>722 509 919 551</box>
story-body: ಶಿಥಿಲಾವಸ್ಥೆಯಲ್ಲಿ ಇರುವ ಮೈಸೂರಿನ ಪಾರಂಪರಿಕ ಕಟ್ಟಡಗಳ ಉಳಿವಿನ ಬಗ್ಗೆ ಸ್ಥಳ ಪರಿಶೀಲನೆ ನಡೆಸಿ ಮೈಸೂರು ಸಂಸದರು ಹಾಗೂ ಅಧಿಕಾರಿಗಳು ತಕ್ಷಣ ಕ್ರಮ ಕೈಗೊಳ್ಳಬೇಕು ಎಂದು ಮಾಜಿ ಮೇಯರ್ ಶಿವಕುಮಾರ್ ಆಗ್ರಹಿಸಿದ್ದಾರೆ. ಮೈಸೂರು ನಗರದಲ್ಲಿ ಸುಮಾರು 234 ಪಾರಂಪರಿಕ ಕಟ್ಟಡಗಳು ಇವೆ. ಅದರಲ್ಲಿ ಅಧಿಕೃತವಾಗಿ 129 ಪಾರಂಪರಿಕ ಕಟ್ಟಡಗಳು ಎಂದು ಸರ್ಕಾರ ಘೋಷಣೆ ಮಾಡಿದೆ. ಮೈಸೂರಿನ ಮಹಾರಾಜ ಕಾಲೇಜು 179 ವರ್ಷಗಳಷ್ಟು ಹಳೆಯ ಕಟ್ಟಡವಾಗಿದ್ದು ಶಿಥಿಲಾವಸ್ಥೆಗೆ ತಲುಪಿದೆ. ನಗರದ ಸಂಸ್ಕೃತ ಪಾಠ ಶಾಲೆ 150 ವರ್ಷಗಳ ಇತಿಹಾಸವನ್ನು ಹೊಂದಿದೆ. ತಕ್ಷಣ ದುರಸ್ತಿ ಕಾರ್ಯ ಕೈಗೊಳ್ಳಬೇಕು ಎಂದು ಅವರು ಒತ್ತಾಯಿಸಿದರು. ಕೆ ಆರ್ ಸರ್ಕಲ್ ನ ಸಿದ್ದಾರ್ಥ ಮ್ಯೂಸಿಯಂ, ಲ್ಯಾನ್ಸ್ ಡೌನ್ ಕಟ್ಟಡ ಮತ್ತು ದೇವರಾಜ ಮಾರುಕಟ್ಟೆ ಕಟ್ಟಡಗಳ ಸಂರಕ್ಷಣೆ ಮಾಡಬೇಕು ಎಂದು ಆಗ್ರಹಿಸಿದ್ದಾರೆ. <box>26 255 232 343</box>
